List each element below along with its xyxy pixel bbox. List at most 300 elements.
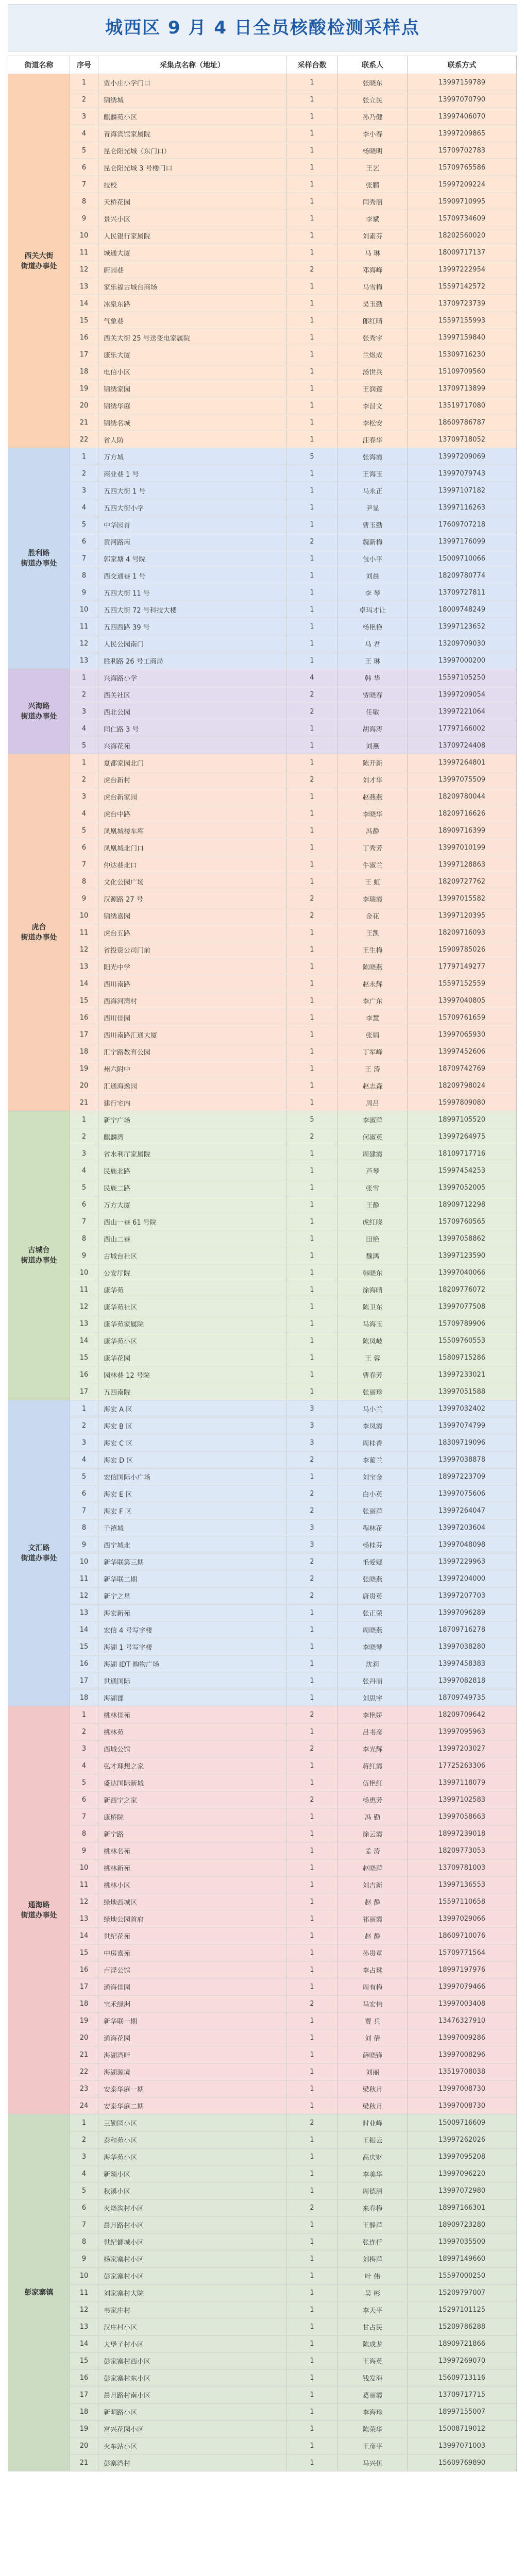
cell-site: 晨月路村南小区 [98,2386,286,2403]
cell-phone: 13997118079 [408,1774,517,1791]
cell-index: 17 [70,1978,98,1995]
table-row [8,839,517,856]
cell-index: 4 [70,1162,98,1179]
table-row [8,635,517,652]
cell-stations: 1 [286,958,338,975]
cell-contact: 马海玉 [338,1315,408,1332]
cell-index: 10 [70,1553,98,1570]
table-row [8,108,517,125]
table-row [8,1808,517,1825]
cell-stations: 1 [286,1944,338,1961]
cell-site: 文化公园广场 [98,873,286,890]
cell-contact: 刘丽 [338,2063,408,2080]
table-row [8,856,517,873]
cell-index: 14 [70,1332,98,1349]
cell-contact: 李海珍 [338,2403,408,2420]
cell-site: 西关大街 25 号送变电家属院 [98,329,286,346]
cell-index: 7 [70,1502,98,1519]
table-row [8,1196,517,1213]
cell-site: 西川佳园 [98,1009,286,1026]
cell-contact: 贾 兵 [338,2012,408,2029]
street-name-line: 街道办事处 [21,1554,57,1563]
cell-contact: 陈成龙 [338,2335,408,2352]
cell-contact: 冯静 [338,822,408,839]
cell-index: 9 [70,1247,98,1264]
cell-stations: 1 [286,788,338,805]
cell-index: 15 [70,2352,98,2369]
cell-index: 2 [70,771,98,788]
cell-phone: 13997051588 [408,1383,517,1400]
cell-index: 16 [70,2369,98,2386]
cell-phone: 13997008730 [408,2097,517,2114]
cell-stations: 1 [286,2284,338,2301]
table-row [8,890,517,907]
cell-index: 7 [70,856,98,873]
cell-contact: 沈莉 [338,1655,408,1672]
cell-stations: 1 [286,1281,338,1298]
cell-phone: 13997096289 [408,1604,517,1621]
header-phone: 联系方式 [408,56,517,74]
cell-site: 虎台新家园 [98,788,286,805]
cell-stations: 1 [286,414,338,431]
cell-site: 州六附中 [98,1060,286,1077]
cell-stations: 1 [286,1825,338,1842]
cell-contact: 赵晓萍 [338,1859,408,1876]
cell-site: 西交通巷 1 号 [98,567,286,584]
cell-stations: 1 [286,2335,338,2352]
cell-index: 11 [70,1876,98,1893]
cell-site: 五四南院 [98,1383,286,1400]
cell-contact: 田艳 [338,1230,408,1247]
cell-site: 海宏 D 区 [98,1451,286,1468]
cell-contact: 王静 [338,1196,408,1213]
cell-contact: 孙乃健 [338,108,408,125]
table-row [8,1298,517,1315]
street-name-line: 街道办事处 [21,1911,57,1920]
cell-phone: 18109717716 [408,1145,517,1162]
table-row [8,618,517,635]
table-row [8,2046,517,2063]
cell-contact: 来春梅 [338,2199,408,2216]
cell-stations: 1 [286,567,338,584]
cell-site: 汉庄村小区 [98,2318,286,2335]
cell-site: 同仁路 3 号 [98,720,286,737]
cell-contact: 贾晓春 [338,686,408,703]
cell-contact: 马 琳 [338,244,408,261]
cell-site: 凤凰城北门口 [98,839,286,856]
table-row [8,1332,517,1349]
cell-site: 昆仑阳光城 3 号楼门口 [98,159,286,176]
table-row [8,1978,517,1995]
cell-contact: 赵 静 [338,1927,408,1944]
cell-contact: 张丽萍 [338,1502,408,1519]
cell-site: 康桥院 [98,1808,286,1825]
cell-stations: 2 [286,890,338,907]
cell-phone: 15008719012 [408,2420,517,2437]
cell-site: 海湖郡 [98,1689,286,1706]
cell-site: 五四西路 39 号 [98,618,286,635]
cell-index: 10 [70,907,98,924]
cell-stations: 1 [286,2318,338,2335]
cell-index: 19 [70,1060,98,1077]
cell-phone: 15709761659 [408,1009,517,1026]
cell-stations: 1 [286,1060,338,1077]
table-row [8,2369,517,2386]
cell-index: 9 [70,1842,98,1859]
street-name-cell [8,2114,70,2471]
cell-site: 五四大街 72 号科技大楼 [98,601,286,618]
header-street: 街道名称 [8,56,70,74]
cell-contact: 马宏伟 [338,1995,408,2012]
table-row [8,2165,517,2182]
cell-stations: 1 [286,1026,338,1043]
cell-site: 夏都家园北门 [98,754,286,771]
cell-index: 1 [70,669,98,686]
cell-index: 1 [70,1111,98,1128]
cell-contact: 赵永辉 [338,975,408,992]
cell-index: 6 [70,1791,98,1808]
cell-index: 14 [70,1621,98,1638]
table-row [8,669,517,686]
cell-stations: 1 [286,431,338,448]
table-row [8,431,517,448]
cell-site: 新宁广场 [98,1111,286,1128]
street-name-line: 虎台 [31,923,46,931]
cell-stations: 1 [286,1213,338,1230]
cell-index: 14 [70,2335,98,2352]
cell-contact: 孙贵章 [338,1944,408,1961]
table-row [8,1247,517,1264]
cell-index: 21 [70,2454,98,2471]
table-row [8,1383,517,1400]
cell-contact: 王 蓉 [338,1349,408,1366]
cell-phone: 18202560020 [408,227,517,244]
cell-site: 省水利厅家属院 [98,1145,286,1162]
cell-contact: 马雪梅 [338,278,408,295]
cell-site: 康华苑 [98,1281,286,1298]
cell-stations: 1 [286,108,338,125]
table-row [8,1672,517,1689]
table-row [8,873,517,890]
cell-stations: 1 [286,1298,338,1315]
cell-stations: 1 [286,2165,338,2182]
sampling-sites-table [8,56,517,2471]
cell-index: 9 [70,584,98,601]
table-row [8,1179,517,1196]
cell-site: 桃林小区 [98,1876,286,1893]
table-row [8,2148,517,2165]
cell-contact: 王静萍 [338,2216,408,2233]
cell-contact: 马小兰 [338,1400,408,1417]
cell-contact: 王 虹 [338,873,408,890]
table-row [8,2386,517,2403]
cell-site: 宝禾绿洲 [98,1995,286,2012]
cell-site: 富兴花园小区 [98,2420,286,2437]
cell-phone: 13997123590 [408,1247,517,1264]
table-row [8,1128,517,1145]
table-row [8,2437,517,2454]
cell-phone: 13997264801 [408,754,517,771]
cell-contact: 周吕 [338,1094,408,1111]
cell-stations: 1 [286,91,338,108]
header-stations: 采样台数 [286,56,338,74]
street-name-line: 西关大街 [24,251,54,260]
cell-site: 公安厅院 [98,1264,286,1281]
cell-index: 4 [70,2165,98,2182]
cell-contact: 李瑞霞 [338,890,408,907]
cell-phone: 15997454253 [408,1162,517,1179]
cell-phone: 13709717715 [408,2386,517,2403]
cell-phone: 13997072980 [408,2182,517,2199]
cell-stations: 1 [286,805,338,822]
cell-contact: 赵志森 [338,1077,408,1094]
cell-contact: 李凤霞 [338,1417,408,1434]
cell-index: 5 [70,1179,98,1196]
table-row [8,1655,517,1672]
table-row [8,1961,517,1978]
cell-site: 桃林苑 [98,1723,286,1740]
street-name-line: 文汇路 [28,1544,50,1552]
street-name-line: 街道办事处 [21,560,57,568]
table-row [8,1094,517,1111]
cell-contact: 王海玉 [338,465,408,482]
cell-stations: 1 [286,397,338,414]
cell-stations: 2 [286,1128,338,1145]
cell-stations: 1 [286,2369,338,2386]
cell-site: 万方城 [98,448,286,465]
cell-index: 19 [70,2012,98,2029]
cell-index: 2 [70,465,98,482]
cell-contact: 张雪 [338,1179,408,1196]
cell-index: 4 [70,499,98,516]
table-row [8,499,517,516]
cell-site: 海湖 1 号写字楼 [98,1638,286,1655]
table-row [8,125,517,142]
table-row [8,1944,517,1961]
cell-site: 海宏 F 区 [98,1502,286,1519]
cell-stations: 1 [286,2352,338,2369]
table-row [8,1519,517,1536]
street-name-cell [8,74,70,448]
table-row [8,1264,517,1281]
cell-site: 火烧沟村小区 [98,2199,286,2216]
cell-site: 安泰华庭二期 [98,2097,286,2114]
cell-site: 仲达巷北口 [98,856,286,873]
header-contact: 联系人 [338,56,408,74]
table-row [8,2318,517,2335]
table-row [8,1553,517,1570]
cell-site: 三勤园小区 [98,2114,286,2131]
cell-site: 民族二路 [98,1179,286,1196]
cell-stations: 1 [286,2046,338,2063]
cell-index: 16 [70,1655,98,1672]
table-row [8,1774,517,1791]
cell-site: 杨家寨村小区 [98,2250,286,2267]
cell-phone: 15609713116 [408,2369,517,2386]
cell-contact: 曹春芳 [338,1366,408,1383]
table-row [8,1791,517,1808]
cell-stations: 1 [286,244,338,261]
cell-index: 2 [70,2131,98,2148]
cell-site: 世纪都城小区 [98,2233,286,2250]
table-row [8,176,517,193]
cell-stations: 1 [286,1332,338,1349]
cell-phone: 13997120395 [408,907,517,924]
cell-stations: 1 [286,618,338,635]
cell-phone: 15109709560 [408,363,517,380]
cell-contact: 张正荣 [338,1604,408,1621]
cell-contact: 郎红晴 [338,312,408,329]
cell-contact: 韩晓东 [338,1264,408,1281]
cell-site: 西海河湾村 [98,992,286,1009]
table-row [8,261,517,278]
cell-phone: 13997269070 [408,2352,517,2369]
table-row [8,159,517,176]
cell-site: 韦家庄村 [98,2301,286,2318]
cell-phone: 13997029066 [408,1910,517,1927]
cell-contact: 金花 [338,907,408,924]
cell-site: 民族北路 [98,1162,286,1179]
cell-stations: 2 [286,1502,338,1519]
cell-contact: 赵 静 [338,1893,408,1910]
cell-stations: 1 [286,1349,338,1366]
cell-stations: 1 [286,380,338,397]
cell-index: 1 [70,754,98,771]
cell-site: 新颖小区 [98,2165,286,2182]
cell-contact: 张娟 [338,1026,408,1043]
cell-contact: 时业峰 [338,2114,408,2131]
cell-site: 康华苑家属院 [98,1315,286,1332]
cell-stations: 1 [286,1230,338,1247]
table-row [8,1281,517,1298]
cell-contact: 韩 华 [338,669,408,686]
table-row [8,1689,517,1706]
cell-stations: 1 [286,499,338,516]
cell-site: 西城公馆 [98,1740,286,1757]
cell-stations: 1 [286,1383,338,1400]
cell-site: 海湖湾畔 [98,2046,286,2063]
table-row [8,1536,517,1553]
cell-contact: 吴玉勤 [338,295,408,312]
street-name-cell [8,754,70,1111]
cell-stations: 1 [286,516,338,533]
cell-phone: 13997452606 [408,1043,517,1060]
table-row [8,1859,517,1876]
cell-contact: 李晓琴 [338,1638,408,1655]
cell-index: 19 [70,2420,98,2437]
table-row [8,2080,517,2097]
cell-site: 省人防 [98,431,286,448]
table-row [8,2233,517,2250]
cell-contact: 张连仟 [338,2233,408,2250]
cell-site: 古城台社区 [98,1247,286,1264]
cell-phone: 15309716230 [408,346,517,363]
table-row [8,1145,517,1162]
cell-stations: 1 [286,2097,338,2114]
table-row [8,941,517,958]
cell-contact: 王生梅 [338,941,408,958]
cell-index: 9 [70,2250,98,2267]
cell-stations: 1 [286,1162,338,1179]
cell-site: 汇宁路教育公园 [98,1043,286,1060]
cell-site: 海宏 E 区 [98,1485,286,1502]
cell-stations: 1 [286,652,338,669]
table-row [8,2335,517,2352]
table-row [8,1893,517,1910]
table-row [8,1876,517,1893]
cell-index: 11 [70,244,98,261]
cell-phone: 15597142572 [408,278,517,295]
cell-phone: 15709789906 [408,1315,517,1332]
table-row [8,414,517,431]
cell-phone: 13997203604 [408,1519,517,1536]
cell-contact: 吕书彦 [338,1723,408,1740]
cell-stations: 1 [286,482,338,499]
cell-site: 麒麟湾 [98,1128,286,1145]
cell-stations: 1 [286,1927,338,1944]
cell-index: 17 [70,1383,98,1400]
cell-index: 15 [70,992,98,1009]
cell-site: 彭寨湾村 [98,2454,286,2471]
table-row [8,822,517,839]
cell-index: 3 [70,482,98,499]
table-row [8,1995,517,2012]
cell-phone: 13997077508 [408,1298,517,1315]
table-body [8,74,517,2471]
cell-stations: 1 [286,873,338,890]
cell-stations: 1 [286,2012,338,2029]
cell-site: 桃林新苑 [98,1859,286,1876]
cell-stations: 1 [286,278,338,295]
cell-index: 5 [70,142,98,159]
cell-index: 12 [70,1893,98,1910]
cell-site: 气象巷 [98,312,286,329]
cell-phone: 18709742769 [408,1060,517,1077]
cell-site: 家乐福古城台商场 [98,278,286,295]
cell-site: 商业巷 1 号 [98,465,286,482]
table-row [8,380,517,397]
cell-index: 9 [70,1536,98,1553]
cell-stations: 1 [286,1043,338,1060]
table-row [8,1077,517,1094]
cell-phone: 17725263306 [408,1757,517,1774]
cell-contact: 曹玉勤 [338,516,408,533]
table-row [8,1706,517,1723]
cell-phone: 18209776072 [408,1281,517,1298]
table-row [8,958,517,975]
cell-phone: 15597152559 [408,975,517,992]
cell-contact: 白小英 [338,1485,408,1502]
cell-site: 五四大街 1 号 [98,482,286,499]
cell-index: 13 [70,1910,98,1927]
cell-index: 2 [70,686,98,703]
cell-phone: 13997102583 [408,1791,517,1808]
cell-phone: 18209798024 [408,1077,517,1094]
cell-site: 中华园首 [98,516,286,533]
table-row [8,2403,517,2420]
cell-phone: 18909716399 [408,822,517,839]
cell-phone: 13997000200 [408,652,517,669]
table-row [8,244,517,261]
table-row [8,720,517,737]
cell-index: 5 [70,737,98,754]
cell-contact: 邓海峰 [338,261,408,278]
cell-index: 6 [70,533,98,550]
cell-phone: 13209709030 [408,635,517,652]
cell-stations: 1 [286,856,338,873]
cell-contact: 张晓燕 [338,1570,408,1587]
cell-site: 人民公园南门 [98,635,286,652]
